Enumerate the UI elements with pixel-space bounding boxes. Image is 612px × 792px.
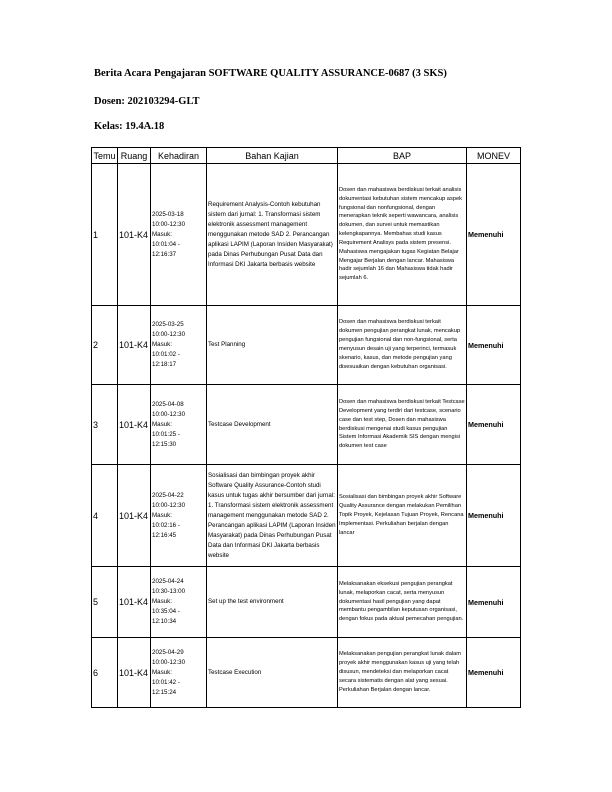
cell-ruang: 101-K4	[118, 385, 151, 465]
attendance-time: 10:00-12:30	[152, 331, 186, 338]
attendance-in: 10:01:25 -	[152, 430, 180, 438]
teaching-report-table	[91, 147, 521, 708]
cell-bap: Melaksanakan pengujian perangkat lunak dalam proyek akhir menggunakan kasus uji yang telah disusun, mendeteksi dan melaporkan cacat secara sistematis dengan alat yang sesuai. Perkuliahan Berjalan dengan lancar.	[338, 638, 467, 708]
cell-temu: 3	[92, 385, 118, 465]
cell-bap: Dosen dan mahasiswa berdiskusi terkait analisis dokumentasi kebutuhan sistem mencakup aspek fungsional dan nonfungsional, dengan menerapkan teknik seperti wawancara, analisis dokumen, dan survei untuk memastikan kelengkapannya. Membahas studi kasus Requirement Analisys pada sistem presensi. Mahasiswa mengajakan tugas Kegiatan Belajar Mengajar Berjalan dengan lancar. Mahasiswa hadir sejumlah 16 dan Mahasiswa tidak hadir sejumlah 6.	[338, 164, 467, 306]
cell-temu: 6	[92, 638, 118, 708]
attendance-label: Masuk:	[152, 230, 172, 238]
cell-ruang: 101-K4	[118, 465, 151, 567]
column-header-ruang: Ruang	[118, 148, 151, 164]
attendance-label: Masuk:	[152, 341, 172, 348]
cell-kehadiran	[151, 164, 207, 306]
attendance-date: 2025-03-18	[152, 210, 184, 218]
attendance-out: 12:16:45	[152, 531, 177, 539]
attendance-in: 10:35:04 -	[152, 608, 180, 615]
attendance-in: 10:01:02 -	[152, 351, 180, 358]
cell-bap: Sosialisasi dan bimbingan proyek akhir Software Quality Assurance dengan melakukan Pemilihan Topik Proyek, Kejelasan Tujuan Proyek, Rencana Implementasi. Perkuliahan berjalan dengan lancar	[338, 465, 467, 567]
attendance-in: 10:01:42 -	[152, 678, 180, 686]
attendance-out: 12:18:17	[152, 361, 177, 368]
attendance-time: 10:00-12:30	[152, 658, 186, 666]
column-header-temu: Temu	[92, 148, 118, 164]
cell-bahan-kajian: Requirement Analysis-Contoh kebutuhan sistem dari jurnal: 1. Transformasi sistem elektronik assessment management menggunakan metode SAD 2. Perancangan aplikasi LAPIM (Laporan Insiden Masyarakat) pada Dinas Perhubungan Pusat Data dan Informasi DKI Jakarta berbasis website	[207, 164, 338, 306]
cell-monev: Memenuhi	[467, 306, 521, 385]
attendance-label: Masuk:	[152, 511, 172, 519]
cell-monev: Memenuhi	[467, 164, 521, 306]
attendance-in: 10:02:16 -	[152, 521, 180, 529]
table-row	[92, 638, 521, 708]
table-row	[92, 164, 521, 306]
cell-bap: Dosen dan mahasiswa berdiskusi terkait Testcase Development yang terdiri dari testcase, scenario case dan test step, Dosen dan mahasiswa berdiskusi mengenai studi kasus pengujian Sistem Informasi Akademik SIS dengan mengisi dokumen test case	[338, 385, 467, 465]
cell-ruang: 101-K4	[118, 567, 151, 638]
attendance-time: 10:00-12:30	[152, 410, 186, 418]
cell-bap: Melaksanakan eksekusi pengujian perangkat lunak, melaporkan cacat, serta menyusun dokumentasi hasil pengujian yang dapat membantu pengambilan keputusan organisasi, dengan fokus pada aktual pemecahan pengujian.	[338, 567, 467, 638]
attendance-label: Masuk:	[152, 668, 172, 676]
lecturer-line: Dosen: 202103294-GLT	[94, 96, 200, 107]
cell-temu: 4	[92, 465, 118, 567]
cell-kehadiran	[151, 567, 207, 638]
cell-monev: Memenuhi	[467, 465, 521, 567]
column-header-monev: MONEV	[467, 148, 521, 164]
attendance-time: 10:00-12:30	[152, 501, 186, 509]
attendance-out: 12:15:30	[152, 440, 177, 448]
table-header-row	[92, 148, 521, 164]
cell-temu: 5	[92, 567, 118, 638]
cell-kehadiran	[151, 306, 207, 385]
class-line: Kelas: 19.4A.18	[94, 121, 165, 132]
cell-ruang: 101-K4	[118, 306, 151, 385]
column-header-kehadiran: Kehadiran	[151, 148, 207, 164]
table-row	[92, 567, 521, 638]
attendance-out: 12:10:34	[152, 618, 177, 625]
cell-kehadiran	[151, 638, 207, 708]
cell-monev: Memenuhi	[467, 567, 521, 638]
cell-monev: Memenuhi	[467, 638, 521, 708]
attendance-label: Masuk:	[152, 420, 172, 428]
attendance-in: 10:01:04 -	[152, 240, 180, 248]
document-title: Berita Acara Pengajaran SOFTWARE QUALITY ASSURANCE-0687 (3 SKS)	[94, 68, 447, 79]
attendance-time: 10:00-12:30	[152, 220, 186, 228]
cell-bahan-kajian: Test Planning	[207, 306, 338, 385]
cell-kehadiran	[151, 465, 207, 567]
cell-ruang: 101-K4	[118, 164, 151, 306]
cell-ruang: 101-K4	[118, 638, 151, 708]
cell-kehadiran	[151, 385, 207, 465]
cell-bap: Dosen dan mahasiswa berdiskusi terkait dokumen pengujian perangkat lunak, mencakup pengujian fungsional dan non-fungsional, serta menyusun desain uji yang terperinci, termasuk skenario, kasus, dan metode pengujian yang disesuaikan dengan kebutuhan organisasi.	[338, 306, 467, 385]
cell-bahan-kajian: Set up the test environment	[207, 567, 338, 638]
cell-temu: 1	[92, 164, 118, 306]
column-header-bap: BAP	[338, 148, 467, 164]
cell-bahan-kajian: Sosialisasi dan bimbingan proyek akhir Software Quality Assurance-Contoh studi kasus untuk tugas akhir bersumber dari jurnal: 1. Transformasi sistem elektronik assessment management menggunakan metode SAD 2. Perancangan aplikasi LAPIM (Laporan Insiden Masyarakat) pada Dinas Perhubungan Pusat Data dan Informasi DKI Jakarta berbasis website	[207, 465, 338, 567]
table-row	[92, 385, 521, 465]
attendance-date: 2025-04-24	[152, 578, 184, 585]
cell-bahan-kajian: Testcase Development	[207, 385, 338, 465]
column-header-bahan-kajian: Bahan Kajian	[207, 148, 338, 164]
attendance-date: 2025-03-25	[152, 321, 184, 328]
attendance-time: 10:30-13:00	[152, 588, 186, 595]
cell-temu: 2	[92, 306, 118, 385]
cell-monev: Memenuhi	[467, 385, 521, 465]
table-row	[92, 465, 521, 567]
table-row	[92, 306, 521, 385]
attendance-date: 2025-04-22	[152, 491, 184, 499]
attendance-label: Masuk:	[152, 598, 172, 605]
cell-bahan-kajian: Testcase Execution	[207, 638, 338, 708]
attendance-date: 2025-04-08	[152, 400, 184, 408]
attendance-out: 12:16:37	[152, 250, 177, 258]
attendance-date: 2025-04-29	[152, 648, 184, 656]
attendance-out: 12:15:24	[152, 688, 177, 696]
